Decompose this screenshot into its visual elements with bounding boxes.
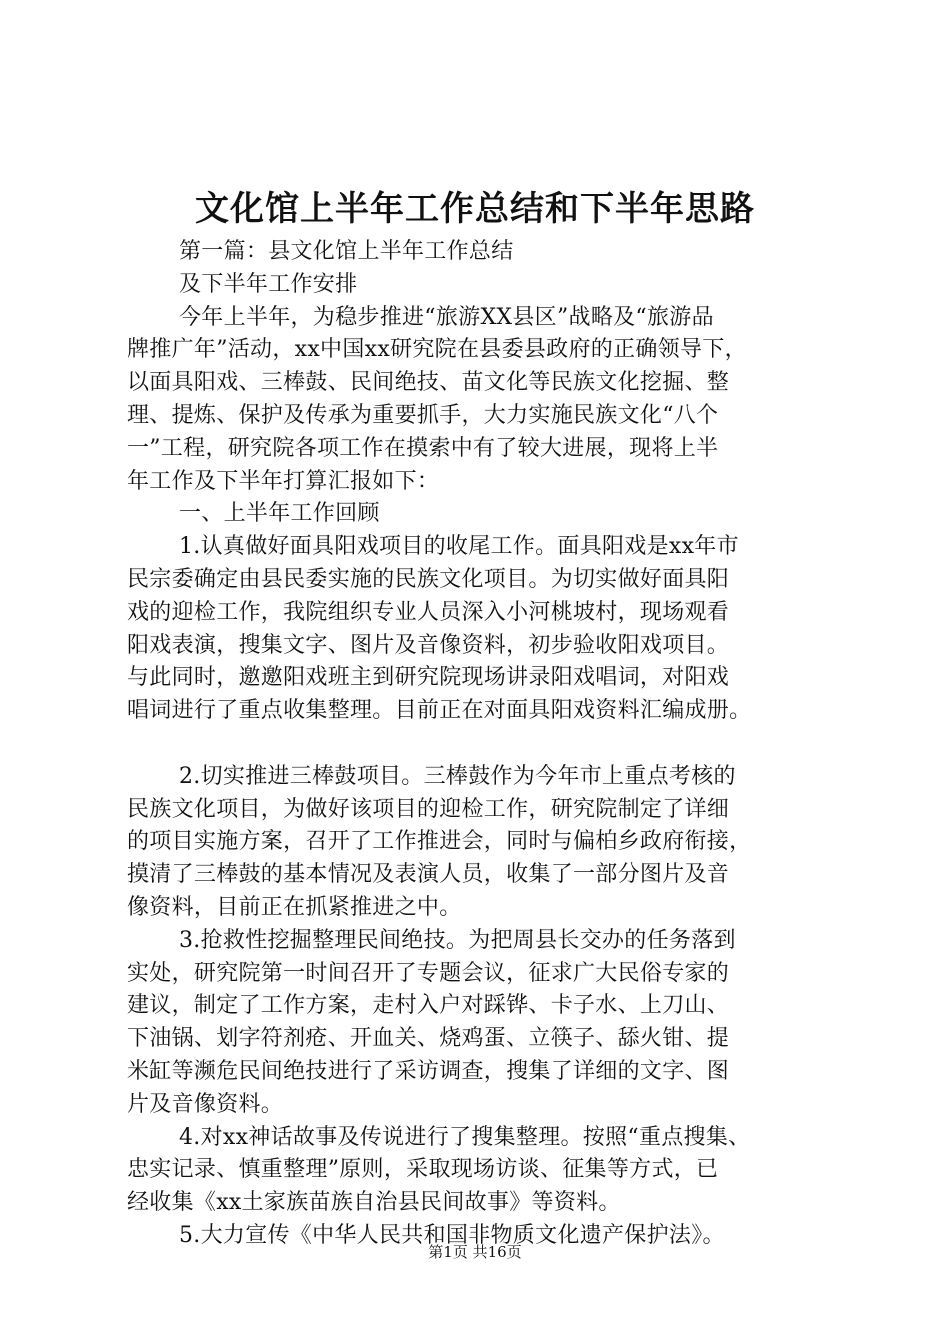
- text-line: 及下半年工作安排: [179, 271, 358, 297]
- text-line: 年工作及下半年打算汇报如下：: [127, 468, 440, 494]
- text-line: 经收集《xx土家族苗族自治县民间故事》等资料。: [127, 1190, 621, 1216]
- text-line: 5.大力宣传《中华人民共和国非物质文化遗产保护法》。: [179, 1222, 725, 1248]
- text-line: 阳戏表演，搜集文字、图片及音像资料，初步验收阳戏项目。: [127, 632, 730, 658]
- text-line: 第一篇：县文化馆上半年工作总结: [179, 239, 514, 264]
- text-line: 2.切实推进三棒鼓项目。三棒鼓作为今年市上重点考核的: [179, 763, 736, 789]
- text-line: 4.对xx神话故事及传说进行了搜集整理。按照“重点搜集、: [179, 1124, 751, 1150]
- text-line: 理、提炼、保护及传承为重要抓手，大力实施民族文化“八个: [127, 402, 719, 428]
- blank-line: [127, 728, 847, 761]
- text-line: 1.认真做好面具阳戏项目的收尾工作。面具阳戏是xx年市: [179, 534, 739, 560]
- text-line: 民族文化项目，为做好该项目的迎检工作，研究院制定了详细: [127, 796, 730, 822]
- text-line: 一”工程，研究院各项工作在摸索中有了较大进展，现将上半: [127, 435, 719, 461]
- text-line: 3.抢救性挖掘整理民间绝技。为把周县长交办的任务落到: [179, 927, 736, 953]
- text-line: 忠实记录、慎重整理”原则，采取现场访谈、征集等方式，已: [127, 1157, 719, 1183]
- text-line: 建议，制定了工作方案，走村入户对踩铧、卡子水、上刀山、: [127, 993, 730, 1019]
- text-line: 片及音像资料。: [127, 1091, 284, 1117]
- text-line: 以面具阳戏、三棒鼓、民间绝技、苗文化等民族文化挖掘、整: [127, 370, 730, 396]
- text-line: 今年上半年，为稳步推进“旅游XX县区”战略及“旅游品: [179, 304, 714, 330]
- text-line: 实处，研究院第一时间召开了专题会议，征求广大民俗专家的: [127, 960, 730, 986]
- page-title: 文化馆上半年工作总结和下半年思路: [195, 189, 755, 229]
- text-line: 米缸等濒危民间绝技进行了采访调查，搜集了详细的文字、图: [127, 1058, 730, 1084]
- text-line: 一、上半年工作回顾: [179, 501, 380, 527]
- text-line: 的项目实施方案，召开了工作推进会，同时与偏柏乡政府衔接，: [127, 829, 752, 855]
- text-line: 下油锅、划字符剂疮、开血关、烧鸡蛋、立筷子、舔火钳、提: [127, 1026, 730, 1052]
- text-line: 与此同时，邀邀阳戏班主到研究院现场讲录阳戏唱词，对阳戏: [127, 665, 730, 691]
- text-line: 摸清了三棒鼓的基本情况及表演人员，收集了一部分图片及音: [127, 862, 730, 888]
- text-line: 戏的迎检工作，我院组织专业人员深入小河桃坡村，现场观看: [127, 599, 730, 625]
- text-line: 民宗委确定由县民委实施的民族文化项目。为切实做好面具阳: [127, 566, 730, 592]
- text-line: 牌推广年”活动，xx中国xx研究院在县委县政府的正确领导下，: [127, 337, 747, 363]
- text-line: 像资料，目前正在抓紧推进之中。: [127, 894, 462, 920]
- page-footer: 第1页 共16页: [428, 1243, 522, 1261]
- text-line: 唱词进行了重点收集整理。目前正在对面具阳戏资料汇编成册。: [127, 698, 752, 724]
- document-body: [127, 236, 847, 1253]
